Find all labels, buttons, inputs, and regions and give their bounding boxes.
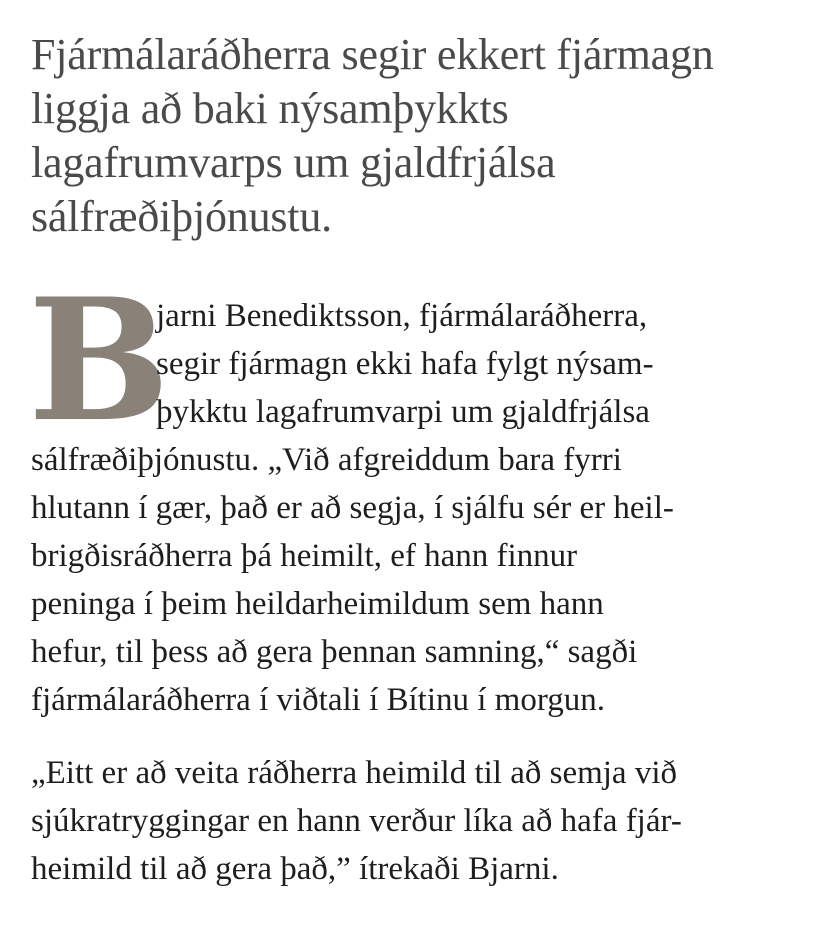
paragraph-line: brigðisráðherra þá heimilt, ef hann finnur — [31, 538, 578, 574]
paragraph-line: fjármálaráðherra í viðtali í Bítinu í morgun. — [31, 682, 605, 718]
paragraph-line: þykktu lagafrumvarpi um gjaldfrjálsa — [156, 394, 650, 430]
paragraph-line: segir fjármagn ekki hafa fylgt nýsam- — [156, 346, 654, 382]
paragraph-line: hefur, til þess að gera þennan samning,“ sagði — [31, 634, 638, 670]
subheadline-line: lagafrumvarps um gjaldfrjálsa — [31, 138, 556, 187]
paragraph-line: hlutann í gær, það er að segja, í sjálfu sér er heil- — [31, 490, 674, 526]
paragraph-line: jarni Benediktsson, fjármálaráðherra, — [156, 298, 648, 334]
paragraph-line: sjúkratryggingar en hann verður líka að hafa fjár- — [31, 803, 682, 839]
paragraph-line: „Eitt er að veita ráðherra heimild til að semja við — [31, 755, 677, 791]
article-subheadline — [31, 28, 801, 244]
subheadline-line: liggja að baki nýsamþykkts — [31, 84, 509, 133]
paragraph-line: sálfræðiþjónustu. „Við afgreiddum bara fyrri — [31, 442, 622, 478]
article-paragraph-1 — [31, 292, 674, 724]
paragraph-line: peninga í þeim heildarheimildum sem hann — [31, 586, 604, 622]
article-paragraph-2 — [31, 749, 682, 893]
subheadline-line: Fjármálaráðherra segir ekkert fjármagn — [31, 30, 714, 79]
subheadline-line: sálfræðiþjónustu. — [31, 192, 332, 241]
paragraph-line: heimild til að gera það,” ítrekaði Bjarni. — [31, 851, 559, 887]
drop-cap-letter: B — [28, 261, 170, 459]
